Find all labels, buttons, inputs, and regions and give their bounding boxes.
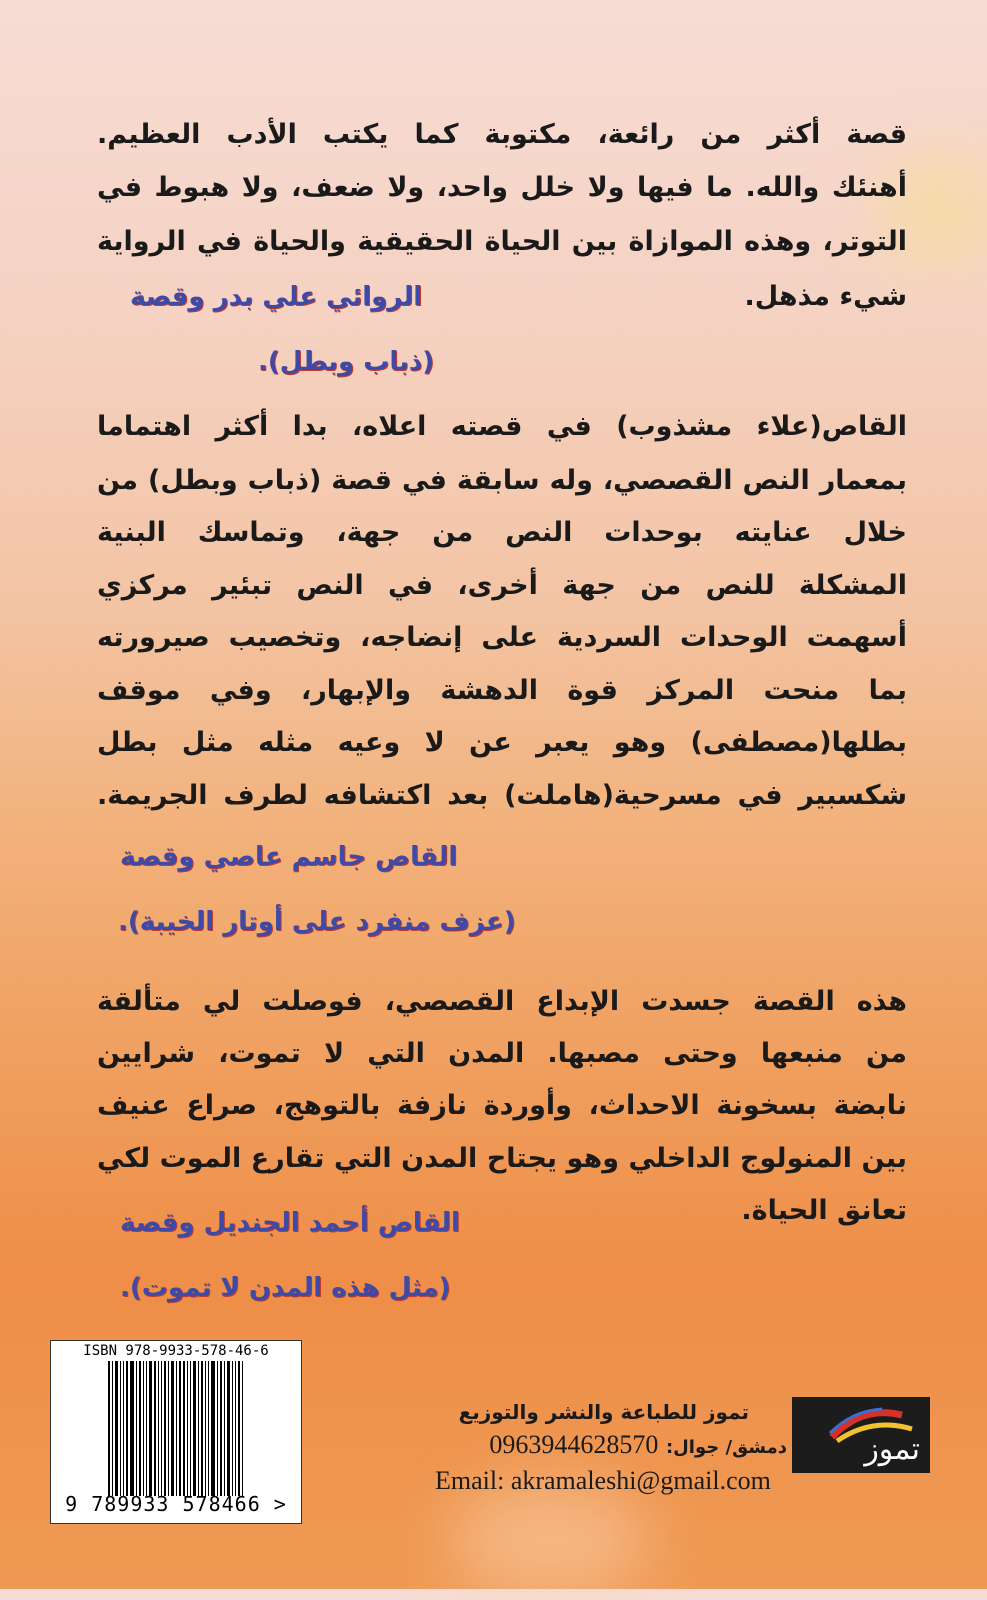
text-line: بطلها(مصطفى) وهو يعبر عن لا وعيه مثله مثل بطل: [97, 727, 907, 758]
barcode-bar: [130, 1361, 134, 1496]
barcode-bar: [126, 1361, 128, 1496]
text-line: تعانق الحياة.: [741, 1195, 907, 1226]
publisher-logo: [792, 1397, 930, 1473]
barcode-bar: [149, 1361, 152, 1496]
publisher-email[interactable]: Email: akramaleshi@gmail.com: [435, 1466, 771, 1495]
barcode-bar: [154, 1361, 156, 1496]
barcode-bar: [235, 1361, 236, 1496]
publisher-phone-line: [489, 1430, 787, 1460]
barcode-bar: [158, 1361, 159, 1496]
blurb-story-title: (عزف منفرد على أوتار الخيبة).: [118, 907, 516, 937]
barcode-bar: [183, 1361, 185, 1496]
barcode-bar: [164, 1361, 166, 1496]
barcode-bar: [220, 1361, 222, 1496]
text-line: من منبعها وحتى مصبها. المدن التي لا تموت، شرايين: [97, 1038, 907, 1069]
phone-number: 0963944628570: [489, 1430, 659, 1459]
barcode-number: 9 789933 578466 >: [65, 1492, 287, 1516]
barcode-bar: [171, 1361, 174, 1496]
blurb-attribution: القاص أحمد الجنديل وقصة: [120, 1208, 460, 1238]
barcode-bar: [115, 1361, 118, 1496]
blurb-attribution: الروائي علي بدر وقصة: [130, 282, 423, 312]
text-line: التوتر، وهذه الموازاة بين الحياة الحقيقية والحياة في الرواية: [97, 226, 907, 257]
text-line: شيء مذهل.: [744, 281, 907, 312]
blurb-story-title: (ذباب وبطل).: [258, 347, 435, 377]
blurb-attribution: القاص جاسم عاصي وقصة: [120, 842, 458, 872]
barcode-bar: [187, 1361, 188, 1496]
text-line: القاص(علاء مشذوب) في قصته اعلاه، بدا أكثر اهتماما: [97, 411, 907, 442]
text-line: بما منحت المركز قوة الدهشة والإبهار، وفي موقف: [97, 675, 907, 706]
barcode-bars: [61, 1361, 291, 1496]
barcode-bar: [205, 1361, 206, 1496]
barcode-bar: [179, 1361, 181, 1496]
isbn-barcode: [50, 1340, 302, 1524]
barcode-bar: [120, 1361, 121, 1496]
barcode-bar: [198, 1361, 199, 1496]
text-line: بين المنولوج الداخلي وهو يجتاح المدن التي تقارع الموت لكي: [97, 1143, 907, 1174]
text-line: بمعمار النص القصصي، وله سابقة في قصة (ذباب وبطل) من: [97, 465, 907, 496]
barcode-bar: [139, 1361, 141, 1496]
background-glow: [450, 1480, 650, 1600]
barcode-bar: [143, 1361, 144, 1496]
barcode-bar: [123, 1361, 124, 1496]
barcode-bar: [201, 1361, 203, 1496]
text-line: أسهمت الوحدات السردية على إنضاجه، وتخصيب صيرورته: [97, 622, 907, 653]
barcode-bar: [108, 1361, 110, 1496]
barcode-bar: [242, 1361, 243, 1496]
barcode-bar: [112, 1361, 113, 1496]
isbn-text: ISBN 978-9933-578-46-6: [83, 1343, 269, 1359]
logo-text: تموز: [864, 1432, 920, 1467]
barcode-bar: [232, 1361, 233, 1496]
text-line: شكسبير في مسرحية(هاملت) بعد اكتشافه لطرف الجريمة.: [97, 780, 907, 811]
barcode-bar: [217, 1361, 218, 1496]
text-line: هذه القصة جسدت الإبداع القصصي، فوصلت لي متألقة: [97, 986, 907, 1017]
barcode-bar: [211, 1361, 215, 1496]
barcode-bar: [190, 1361, 191, 1496]
barcode-bar: [176, 1361, 177, 1496]
barcode-bar: [168, 1361, 169, 1496]
barcode-bar: [224, 1361, 225, 1496]
barcode-bar: [136, 1361, 137, 1496]
text-line: المشكلة للنص من جهة أخرى، في النص تبئير مركزي: [97, 570, 907, 601]
text-line: خلال عنايته بوحدات النص من جهة، وتماسك البنية: [97, 517, 907, 548]
phone-label: دمشق/ جوال:: [665, 1437, 787, 1458]
publisher-name: تموز للطباعة والنشر والتوزيع: [458, 1400, 749, 1424]
barcode-bar: [238, 1361, 240, 1496]
barcode-bar: [208, 1361, 209, 1496]
barcode-bar: [193, 1361, 196, 1496]
blurb-story-title: (مثل هذه المدن لا تموت).: [120, 1273, 451, 1303]
text-line: قصة أكثر من رائعة، مكتوبة كما يكتب الأدب العظيم.: [97, 119, 907, 150]
text-line: نابضة بسخونة الاحداث، وأوردة نازفة بالتوهج، صراع عنيف: [97, 1090, 907, 1121]
barcode-bar: [161, 1361, 162, 1496]
barcode-bar: [227, 1361, 230, 1496]
barcode-bar: [146, 1361, 147, 1496]
text-line: أهنئك والله. ما فيها ولا خلل واحد، ولا ضعف، ولا هبوط في: [97, 172, 907, 203]
